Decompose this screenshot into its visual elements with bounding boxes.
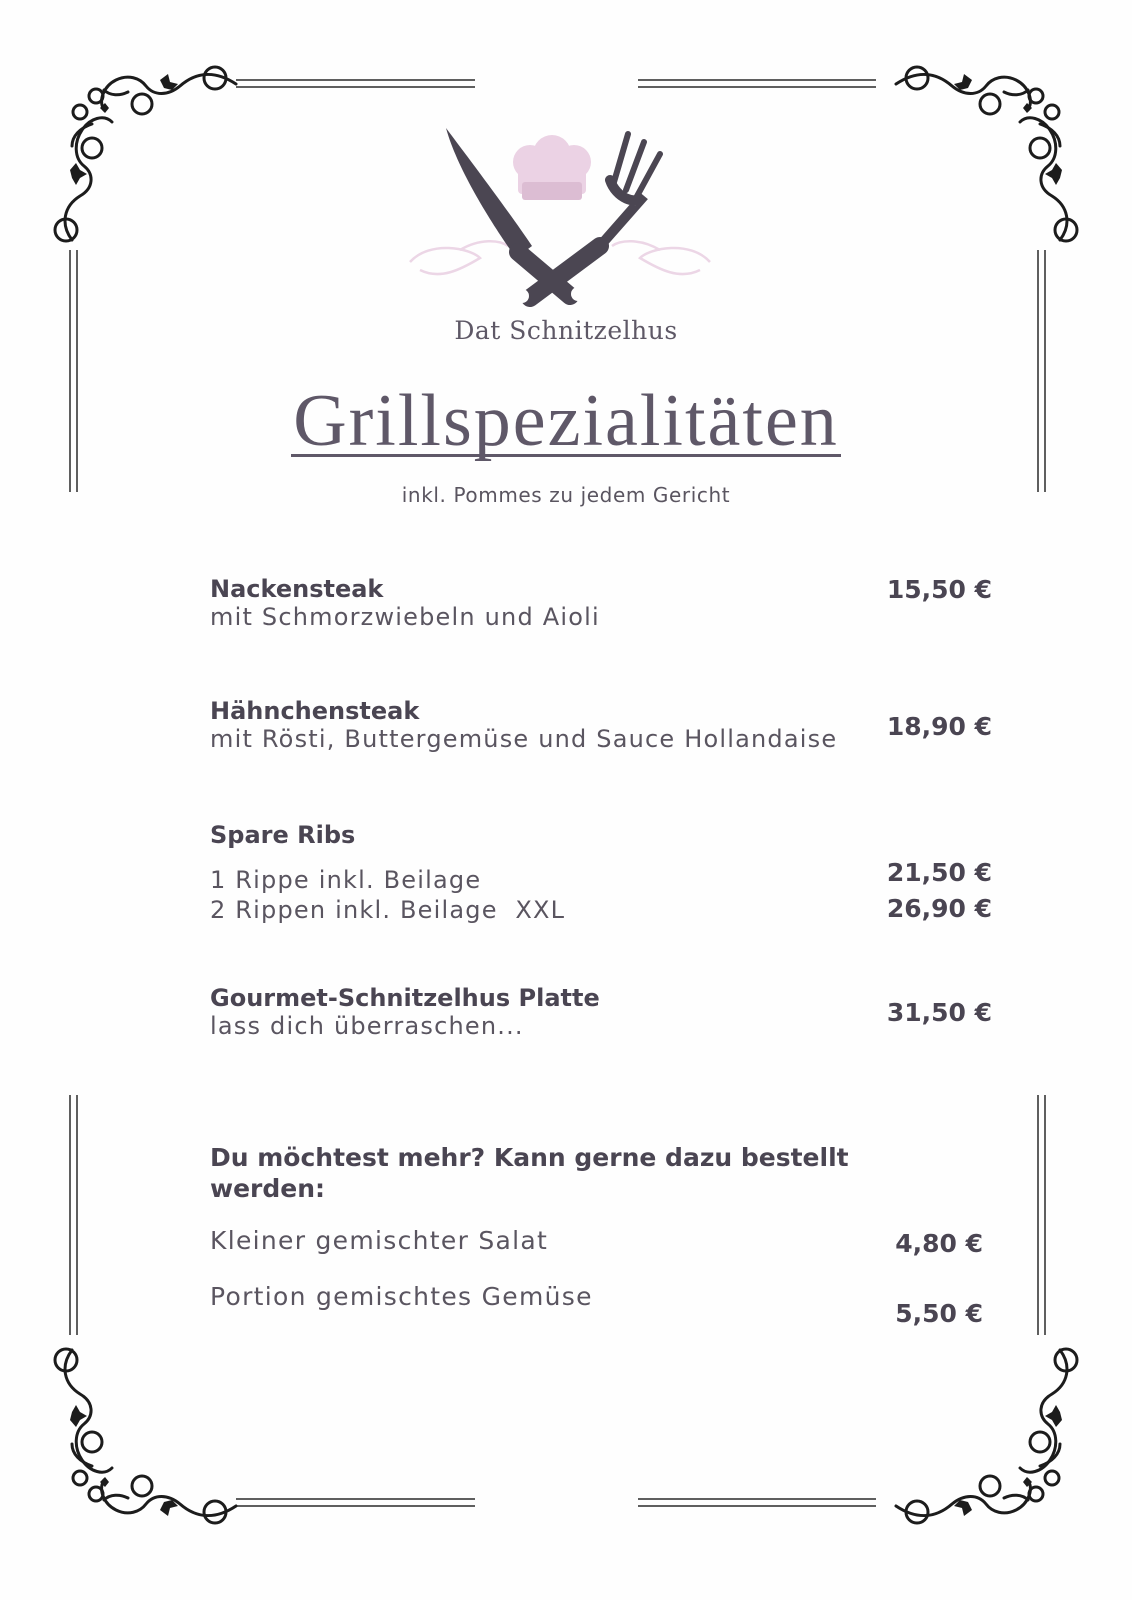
extras-heading: Du möchtest mehr? Kann gerne dazu bestellt xyxy=(210,1143,849,1172)
extras-heading-continued: werden: xyxy=(210,1174,326,1203)
menu-item-description: lass dich überraschen... xyxy=(210,1012,524,1040)
menu-item-name: Hähnchensteak xyxy=(210,697,420,725)
extra-item-price: 5,50 € xyxy=(895,1299,983,1328)
extra-item-name: Portion gemischtes Gemüse xyxy=(210,1282,593,1311)
menu-item-variant: 1 Rippe inkl. Beilage xyxy=(210,866,482,894)
menu-item-variant: 2 Rippen inkl. Beilage XXL xyxy=(210,896,566,924)
menu-item-description: mit Schmorzwiebeln und Aioli xyxy=(210,603,600,631)
menu-item-name: Gourmet-Schnitzelhus Platte xyxy=(210,984,600,1012)
menu-item-name: Nackensteak xyxy=(210,575,384,603)
extra-item-name: Kleiner gemischter Salat xyxy=(210,1226,549,1255)
corner-ornament-top-left xyxy=(55,67,236,241)
brand-name: Dat Schnitzelhus xyxy=(454,316,678,345)
page-title-text: Grillspezialitäten xyxy=(293,380,839,462)
menu-item-price: 15,50 € xyxy=(886,575,992,604)
menu-item-price: 21,50 € xyxy=(886,858,992,887)
menu-item-price: 31,50 € xyxy=(886,998,992,1027)
page-title xyxy=(0,380,1132,462)
menu-item-price: 18,90 € xyxy=(886,712,992,741)
restaurant-logo-knife-fork-icon xyxy=(400,120,720,320)
corner-ornament-bottom-left xyxy=(55,1349,236,1523)
corner-ornament-top-right xyxy=(896,67,1077,241)
extra-item-price: 4,80 € xyxy=(895,1229,983,1258)
menu-item-price: 26,90 € xyxy=(886,894,992,923)
page-subtitle: inkl. Pommes zu jedem Gericht xyxy=(401,483,731,507)
menu-item-description: mit Rösti, Buttergemüse und Sauce Hollandaise xyxy=(210,725,838,753)
menu-item-name: Spare Ribs xyxy=(210,821,356,849)
corner-ornament-bottom-right xyxy=(896,1349,1077,1523)
